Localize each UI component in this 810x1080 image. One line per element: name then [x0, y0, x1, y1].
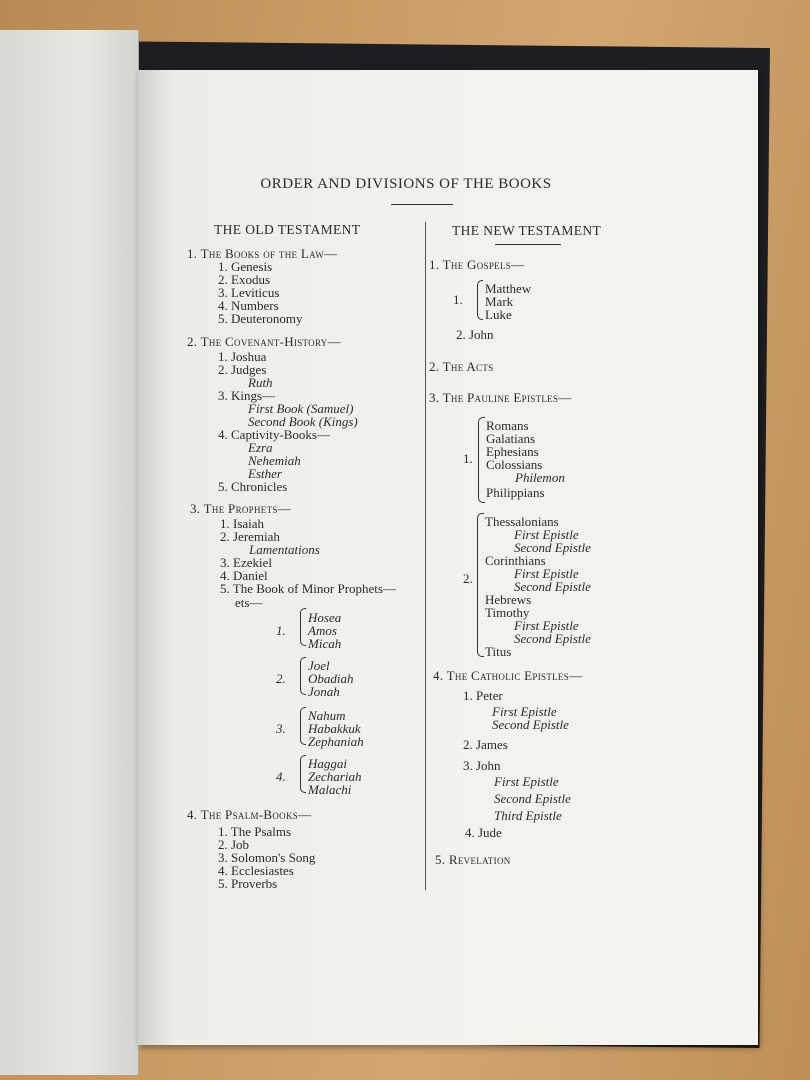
minor-prophet: Obadiah: [308, 671, 354, 686]
heading-rule: [495, 244, 561, 245]
brace: [300, 608, 306, 646]
nt-subitem: Third Epistle: [494, 808, 562, 823]
nt-group-number: 1.: [453, 292, 463, 307]
nt-subitem: First Epistle: [494, 774, 559, 789]
ot-item: 2. Judges: [218, 362, 267, 377]
ot-item: 4. Ecclesiastes: [218, 863, 294, 878]
ot-item-continued: ets—: [235, 595, 263, 610]
epistle: Colossians: [486, 457, 543, 472]
ot-item: 1. Isaiah: [220, 516, 265, 531]
ot-item: 4. Numbers: [218, 298, 279, 313]
ot-item: 3. Solomon's Song: [218, 850, 316, 865]
epistle: Titus: [485, 644, 512, 659]
ot-item: 1. Genesis: [218, 259, 273, 274]
epistle: Galatians: [486, 431, 536, 446]
nt-group-number: 2.: [463, 571, 473, 586]
ot-section-label: 2. The Covenant-History—: [187, 334, 341, 349]
nt-subitem: Second Epistle: [494, 791, 571, 806]
ot-item: 5. Proverbs: [218, 876, 278, 891]
gospel: Luke: [485, 307, 512, 322]
ot-item: 4. Daniel: [220, 568, 268, 583]
ot-section-label: 4. The Psalm-Books—: [187, 807, 312, 822]
epistle-sub: First Epistle: [514, 527, 579, 542]
nt-section-label: 5. Revelation: [435, 852, 511, 867]
minor-group-number: 4.: [276, 769, 286, 784]
epistle: Timothy: [485, 605, 530, 620]
brace: [300, 707, 306, 745]
epistle: Hebrews: [485, 592, 532, 607]
new-testament-heading: THE NEW TESTAMENT: [452, 223, 602, 238]
minor-prophet: Zephaniah: [308, 734, 364, 749]
ot-item: 4. Captivity-Books—: [218, 427, 330, 442]
epistle-sub: First Epistle: [514, 618, 579, 633]
minor-prophet: Joel: [308, 658, 330, 673]
ot-item: 5. Deuteronomy: [218, 311, 303, 326]
ot-subitem: Second Book (Kings): [248, 414, 358, 429]
old-testament-heading: THE OLD TESTAMENT: [214, 222, 361, 237]
ot-section-label: 1. The Books of the Law—: [187, 246, 338, 261]
minor-prophet: Jonah: [308, 684, 340, 699]
ot-subitem: Esther: [248, 466, 282, 481]
minor-prophet: Micah: [308, 636, 342, 651]
epistle-sub: Second Epistle: [514, 631, 591, 646]
gospel: Matthew: [485, 281, 532, 296]
epistle: Romans: [486, 418, 529, 433]
epistle: Corinthians: [485, 553, 546, 568]
column-divider: [425, 222, 426, 890]
nt-subitem: Second Epistle: [492, 717, 569, 732]
epistle-sub: First Epistle: [514, 566, 579, 581]
minor-group-number: 3.: [276, 721, 286, 736]
right-page: [138, 70, 758, 1045]
epistle: Thessalonians: [485, 514, 559, 529]
gospel: Mark: [485, 294, 514, 309]
ot-item: 1. The Psalms: [218, 824, 292, 839]
nt-subitem: First Epistle: [492, 704, 557, 719]
ot-item: 5. Chronicles: [218, 479, 288, 494]
nt-item: 4. Jude: [465, 825, 502, 840]
page-title: ORDER AND DIVISIONS OF THE BOOKS: [260, 176, 552, 192]
epistle-sub: Philemon: [515, 470, 565, 485]
ot-item: 3. Ezekiel: [220, 555, 272, 570]
brace: [300, 657, 306, 695]
epistle: Ephesians: [486, 444, 539, 459]
minor-prophet: Malachi: [308, 782, 352, 797]
brace: [477, 280, 483, 320]
minor-prophet: Haggai: [308, 756, 347, 771]
nt-item: 2. John: [456, 327, 494, 342]
ot-item: 2. Exodus: [218, 272, 270, 287]
minor-group-number: 2.: [276, 671, 286, 686]
epistle-sub: Second Epistle: [514, 579, 591, 594]
ot-section-label: 3. The Prophets—: [190, 501, 291, 516]
nt-section-label: 3. The Pauline Epistles—: [429, 390, 572, 405]
title-rule: [391, 204, 453, 205]
ot-item: 2. Job: [218, 837, 250, 852]
ot-subitem: Ezra: [248, 440, 273, 455]
nt-section-label: 2. The Acts: [429, 359, 494, 374]
nt-item: 2. James: [463, 737, 508, 752]
brace: [478, 417, 485, 503]
nt-item: 1. Peter: [463, 688, 503, 703]
epistle-sub: Second Epistle: [514, 540, 591, 555]
minor-prophet: Nahum: [308, 708, 346, 723]
nt-section-label: 4. The Catholic Epistles—: [433, 668, 583, 683]
ot-item: 3. Leviticus: [218, 285, 280, 300]
page-content: [138, 70, 758, 1045]
minor-group-number: 1.: [276, 623, 286, 638]
ot-subitem: First Book (Samuel): [248, 401, 354, 416]
minor-prophet: Zechariah: [308, 769, 362, 784]
ot-subitem: Lamentations: [249, 542, 320, 557]
minor-prophet: Hosea: [308, 610, 342, 625]
brace: [300, 755, 306, 793]
ot-item: 1. Joshua: [218, 349, 267, 364]
ot-item: 3. Kings—: [218, 388, 276, 403]
brace: [477, 513, 484, 657]
minor-prophet: Amos: [308, 623, 337, 638]
nt-item: 3. John: [463, 758, 501, 773]
ot-subitem: Ruth: [248, 375, 273, 390]
minor-prophet: Habakkuk: [308, 721, 361, 736]
nt-section-label: 1. The Gospels—: [429, 257, 525, 272]
ot-item: 5. The Book of Minor Prophets—: [220, 581, 396, 596]
ot-subitem: Nehemiah: [248, 453, 301, 468]
ot-item: 2. Jeremiah: [220, 529, 280, 544]
epistle: Philippians: [486, 485, 545, 500]
nt-group-number: 1.: [463, 451, 473, 466]
